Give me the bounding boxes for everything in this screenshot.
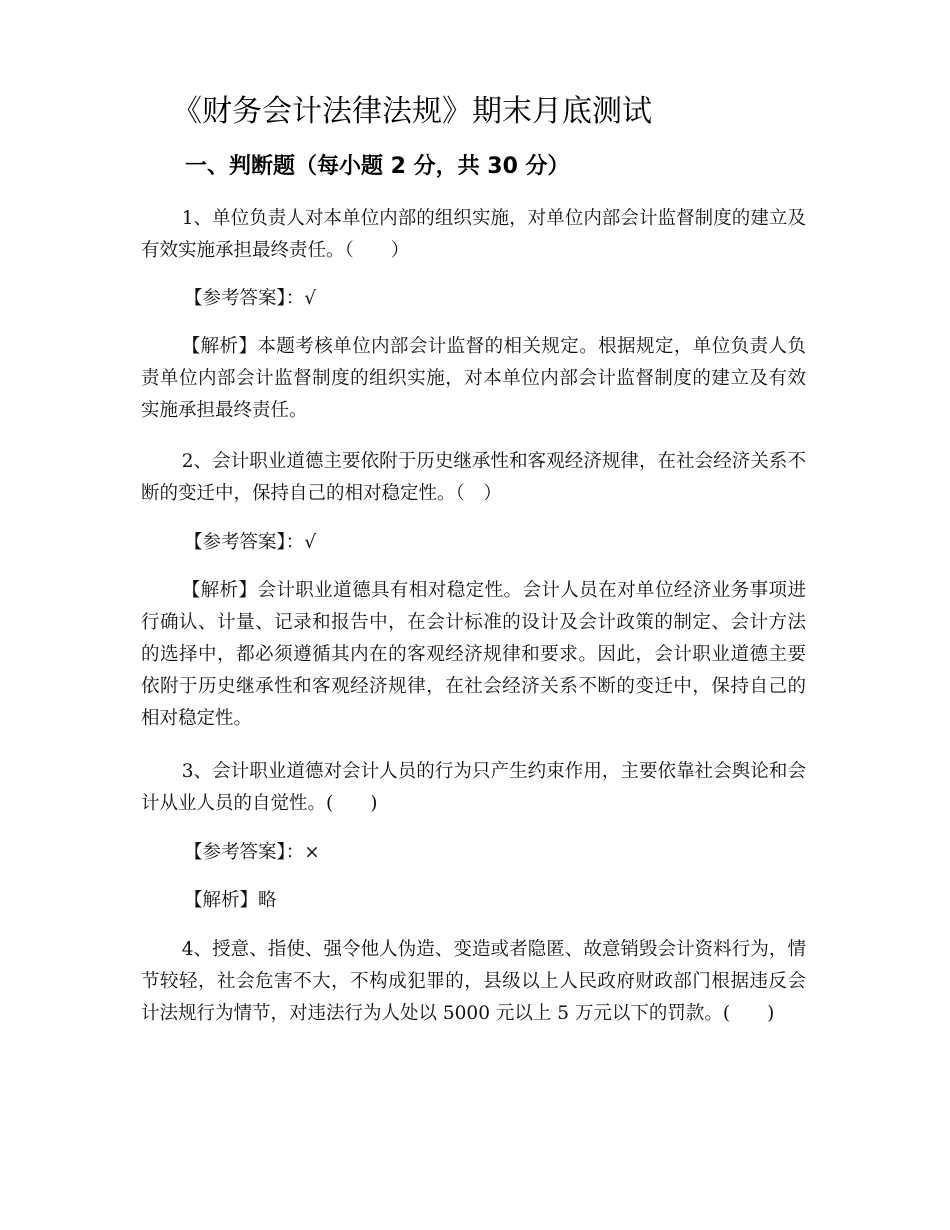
question-4-text: 4、授意、指使、强令他人伪造、变造或者隐匿、故意销毁会计资料行为，情节较轻，社会危害不大，不构成犯罪的，县级以上人民政府财政部门根据违反会计法规行为情节，对违法行为人处以 5000 元以上 5 万元以下的罚款。( ) xyxy=(141,939,806,1024)
question-2-text: 2、会计职业道德主要依附于历史继承性和客观经济规律，在社会经济关系不断的变迁中，保持自己的相对稳定性。（ ） xyxy=(141,451,806,504)
question-1-answer: 【参考答案】：√ xyxy=(184,288,317,309)
question-1-analysis: 【解析】本题考核单位内部会计监督的相关规定。根据规定，单位负责人负责单位内部会计监督制度的组织实施，对本单位内部会计监督制度的建立及有效实施承担最终责任。 xyxy=(141,336,806,421)
question-3-answer: 【参考答案】：× xyxy=(184,842,320,863)
question-3-analysis: 【解析】略 xyxy=(184,890,277,911)
question-2-analysis: 【解析】会计职业道德具有相对稳定性。会计人员在对单位经济业务事项进行确认、计量、记录和报告中，在会计标准的设计及会计政策的制定、会计方法的选择中，都必须遵循其内在的客观经济规律和要求。因此，会计职业道德主要依附于历史继承性和客观经济规律，在社会经济关系不断的变迁中，保持自己的相对稳定性。 xyxy=(141,580,806,729)
question-3-text: 3、会计职业道德对会计人员的行为只产生约束作用，主要依靠社会舆论和会计从业人员的自觉性。( ) xyxy=(141,761,806,814)
question-2-answer: 【参考答案】：√ xyxy=(184,532,317,553)
document-title: 《财务会计法律法规》期末月底测试 xyxy=(172,94,652,129)
question-1-text: 1、单位负责人对本单位内部的组织实施，对单位内部会计监督制度的建立及有效实施承担最终责任。（ ） xyxy=(141,208,806,261)
section-heading: 一、判断题（每小题 2 分，共 30 分） xyxy=(185,154,570,179)
